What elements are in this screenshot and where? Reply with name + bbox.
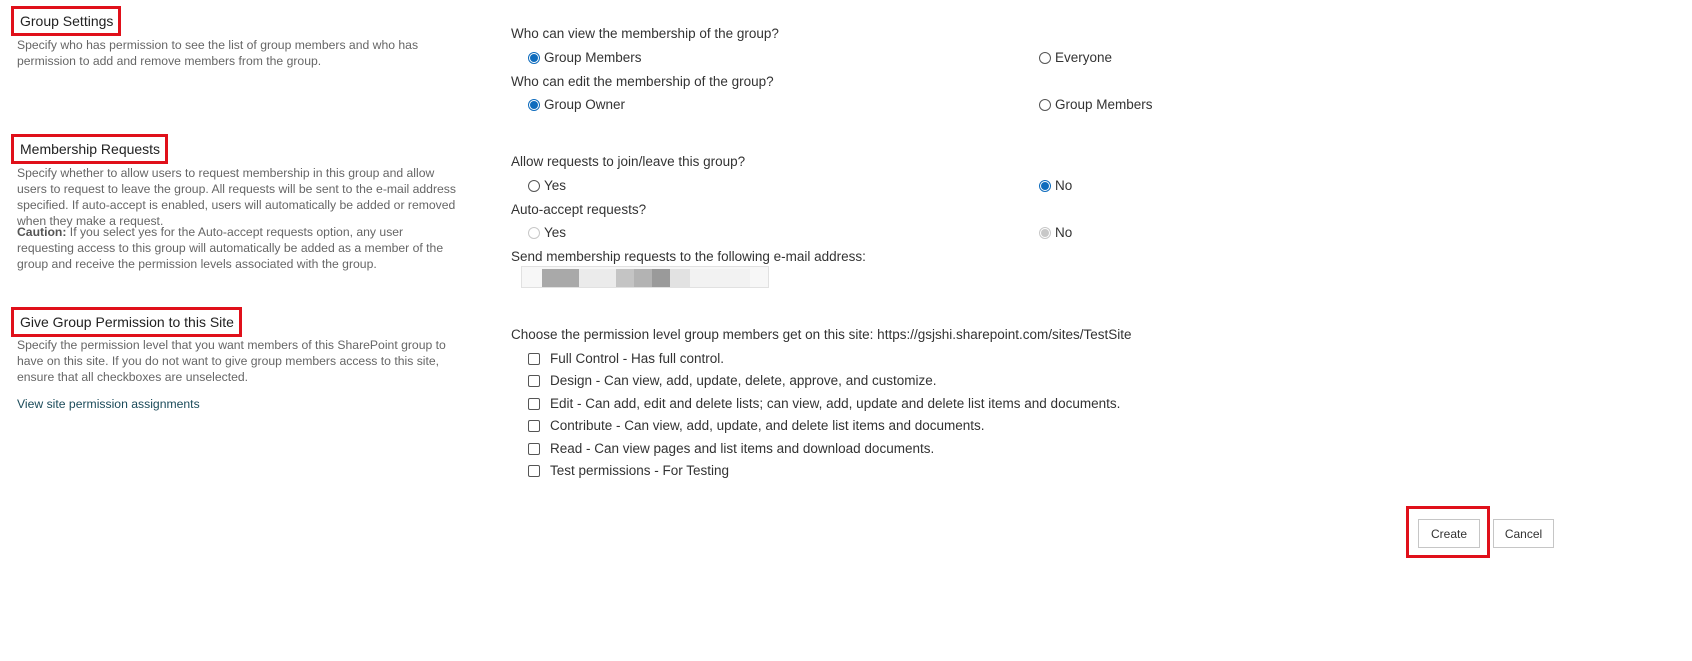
- radio-button[interactable]: [528, 180, 540, 192]
- permission-contribute[interactable]: [528, 418, 985, 433]
- option-label: Group Members: [544, 50, 642, 65]
- membership-requests-title: Membership Requests: [20, 141, 161, 157]
- checkbox[interactable]: [528, 420, 540, 432]
- permission-label: Contribute - Can view, add, update, and delete list items and documents.: [550, 418, 985, 433]
- permissions-heading: [11, 307, 242, 337]
- edit-option-group-owner[interactable]: [528, 97, 625, 112]
- permission-read[interactable]: [528, 441, 934, 456]
- email-question: Send membership requests to the following e-mail address:: [511, 249, 866, 264]
- permissions-description: Specify the permission level that you want members of this SharePoint group to have on this site. If you do not want to give group members access to this site, ensure that all checkboxes are unselected.: [17, 338, 446, 384]
- permission-level-question: Choose the permission level group members get on this site: https://gsjshi.sharepoint.com/sites/TestSite: [511, 327, 1132, 342]
- auto-accept-question: Auto-accept requests?: [511, 202, 647, 217]
- caution-note: [17, 224, 459, 272]
- allow-requests-question: Allow requests to join/leave this group?: [511, 154, 746, 169]
- view-option-everyone[interactable]: [1039, 50, 1112, 65]
- checkbox[interactable]: [528, 375, 540, 387]
- checkbox[interactable]: [528, 443, 540, 455]
- allow-option-no[interactable]: [1039, 178, 1072, 193]
- option-label: No: [1055, 178, 1073, 193]
- view-site-permission-assignments-link[interactable]: View site permission assignments: [17, 397, 200, 411]
- radio-button[interactable]: [528, 52, 540, 64]
- permission-label: Test permissions - For Testing: [550, 463, 730, 478]
- email-input[interactable]: [521, 266, 769, 288]
- checkbox[interactable]: [528, 398, 540, 410]
- radio-button[interactable]: [1039, 99, 1051, 111]
- edit-membership-question: Who can edit the membership of the group?: [511, 74, 774, 89]
- group-settings-description: Specify who has permission to see the list of group members and who has permission to add and remove members from the group.: [17, 38, 419, 68]
- radio-button[interactable]: [528, 99, 540, 111]
- permission-edit[interactable]: [528, 396, 1120, 411]
- edit-option-group-members[interactable]: [1039, 97, 1153, 112]
- view-membership-question: Who can view the membership of the group?: [511, 26, 779, 41]
- option-label: Group Owner: [544, 97, 626, 112]
- radio-button: [1039, 227, 1051, 239]
- permissions-title: Give Group Permission to this Site: [20, 314, 234, 330]
- radio-button[interactable]: [1039, 52, 1051, 64]
- create-button[interactable]: Create: [1418, 519, 1480, 548]
- membership-requests-heading: [11, 134, 168, 164]
- auto-accept-option-no: [1039, 225, 1072, 240]
- checkbox[interactable]: [528, 353, 540, 365]
- allow-option-yes[interactable]: [528, 178, 566, 193]
- option-label: No: [1055, 225, 1073, 240]
- option-label: Yes: [544, 225, 567, 240]
- group-settings-heading: [11, 6, 121, 36]
- radio-button[interactable]: [1039, 180, 1051, 192]
- radio-button: [528, 227, 540, 239]
- caution-text: If you select yes for the Auto-accept requests option, any user requesting access to this group will automatically be added as a member of the group and receive the permission levels associated with the group.: [17, 225, 444, 271]
- caution-label: Caution:: [17, 225, 67, 239]
- membership-requests-description: Specify whether to allow users to request membership in this group and allow users to request to leave the group. All requests will be sent to the e-mail address specified. If auto-accept is enabled, users will automatically be added or removed when they make a request.: [17, 166, 456, 228]
- checkbox[interactable]: [528, 465, 540, 477]
- permission-label: Read - Can view pages and list items and download documents.: [550, 441, 935, 456]
- permission-label: Full Control - Has full control.: [550, 351, 725, 366]
- permission-design[interactable]: [528, 373, 936, 388]
- permission-label: Design - Can view, add, update, delete, approve, and customize.: [550, 373, 937, 388]
- permission-label: Edit - Can add, edit and delete lists; can view, add, update and delete list items and documents.: [550, 396, 1121, 411]
- permission-full-control[interactable]: [528, 351, 724, 366]
- permission-test[interactable]: [528, 463, 729, 478]
- group-settings-title: Group Settings: [20, 13, 114, 29]
- auto-accept-option-yes: [528, 225, 566, 240]
- view-option-group-members[interactable]: [528, 50, 642, 65]
- option-label: Yes: [544, 178, 567, 193]
- cancel-button[interactable]: Cancel: [1493, 519, 1554, 548]
- option-label: Everyone: [1055, 50, 1113, 65]
- option-label: Group Members: [1055, 97, 1153, 112]
